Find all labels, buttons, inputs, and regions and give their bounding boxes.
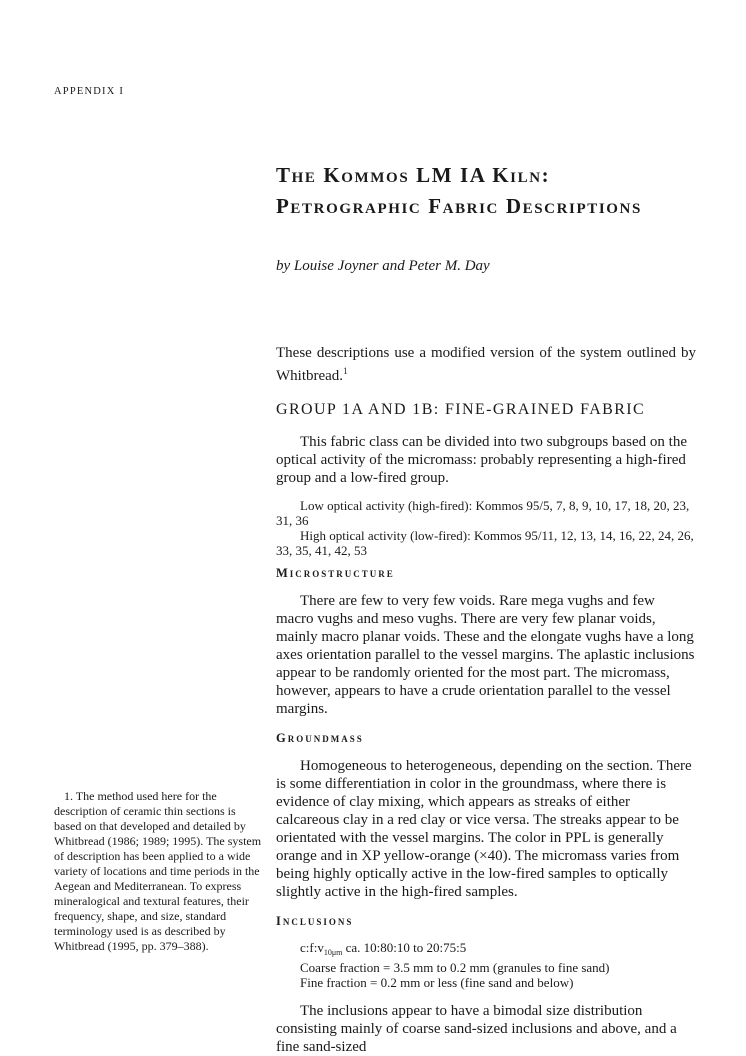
- appendix-label: APPENDIX I: [54, 86, 125, 97]
- low-activity-list: Low optical activity (high-fired): Kommos 95/5, 7, 8, 9, 10, 17, 18, 20, 23, 31, 36: [276, 498, 690, 528]
- inclusions-data-block: [276, 940, 696, 990]
- microstructure-paragraph: There are few to very few voids. Rare mega vughs and few macro vughs and meso vughs. There are very few planar voids, mainly macro planar voids. These and the elongate vughs have a long axes orientation parallel to the vessel margins. The aplastic inclusions appear to be randomly oriented for the most part. The micromass, however, appears to have a crude orientation parallel to the vessel margins.: [276, 593, 695, 717]
- high-activity-list: High optical activity (low-fired): Kommos 95/11, 12, 13, 14, 16, 22, 24, 26, 33, 35, 41, 42, 53: [276, 528, 694, 558]
- title-line-1: The Kommos LM IA Kiln:: [276, 163, 551, 187]
- group-paragraph: This fabric class can be divided into two subgroups based on the optical activity of the micromass: probably representing a high-fired group and a low-fired group.: [276, 434, 687, 486]
- intro-paragraph: [276, 344, 696, 385]
- inclusion-ratio: [300, 940, 696, 960]
- ratio-prefix: c:f:v: [300, 940, 324, 955]
- coarse-fraction: Coarse fraction = 3.5 mm to 0.2 mm (granules to fine sand): [300, 960, 610, 975]
- inclusions-heading: Inclusions: [276, 914, 354, 928]
- footnote-text: 1. The method used here for the description of ceramic thin sections is based on that developed and detailed by Whitbread (1986; 1989; 1995). The system of description has been applied to a wide variety of locations and time periods in the Aegean and Mediterranean. To express mineralogical and textural features, their frequency, shape, and size, standard terminology used is as described by Whitbread (1995, pp. 379–388).: [54, 789, 262, 953]
- title-line-2: Petrographic Fabric Descriptions: [276, 194, 642, 218]
- author-byline: by Louise Joyner and Peter M. Day: [276, 258, 490, 274]
- fine-fraction: Fine fraction = 0.2 mm or less (fine sand and below): [300, 975, 574, 990]
- inclusions-paragraph: The inclusions appear to have a bimodal size distribution consisting mainly of coarse sand-sized inclusions and above, and a fine sand-sized: [276, 1003, 677, 1055]
- main-column: [276, 344, 696, 1056]
- sample-lists: [276, 498, 696, 558]
- group-heading: GROUP 1A AND 1B: FINE-GRAINED FABRIC: [276, 401, 646, 418]
- groundmass-paragraph: Homogeneous to heterogeneous, depending on the section. There is some differentiation in color in the groundmass, where there is evidence of clay mixing, which appears as streaks of either calcareous clay in a red clay or vice versa. The streaks appear to be orientated with the vessel margins. The color in PPL is generally orange and in XP yellow-orange (×40). The micromass varies from being highly optically active in the low-fired samples to optically slightly active in the high-fired samples.: [276, 758, 692, 900]
- footnote: [54, 789, 264, 954]
- ratio-subscript: 10μm: [323, 948, 343, 957]
- article-title: [276, 160, 642, 222]
- groundmass-heading: Groundmass: [276, 731, 364, 745]
- intro-text: These descriptions use a modified version of the system outlined by Whitbread.: [276, 345, 696, 384]
- microstructure-heading: Microstructure: [276, 566, 395, 580]
- ratio-values: ca. 10:80:10 to 20:75:5: [342, 940, 467, 955]
- footnote-ref[interactable]: 1: [343, 366, 348, 376]
